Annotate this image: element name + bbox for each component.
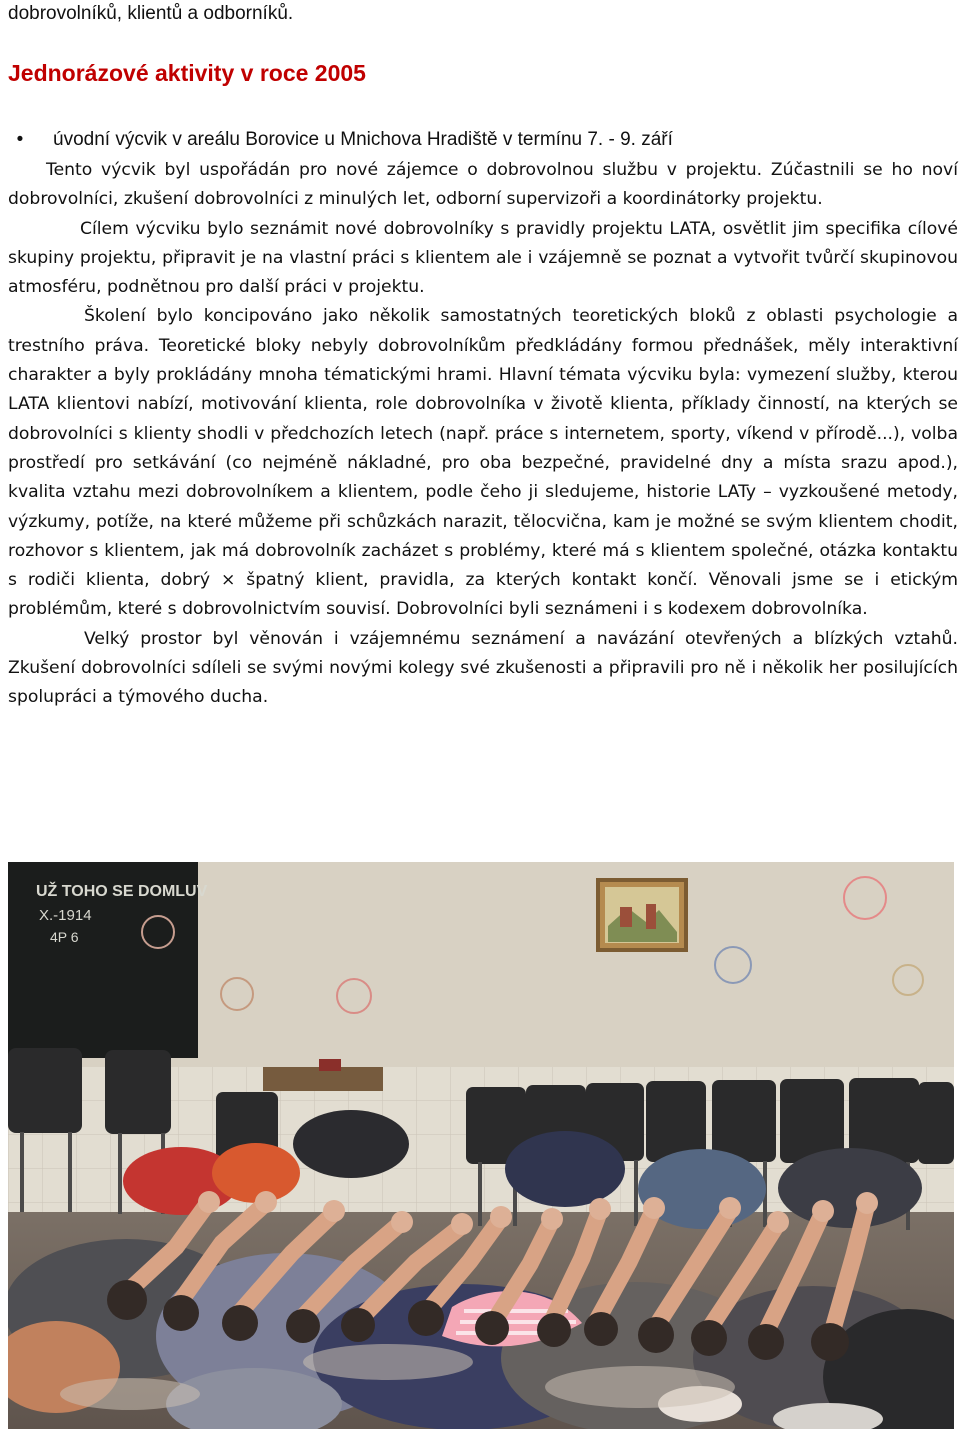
training-photo (8, 862, 954, 1429)
continued-text-line: dobrovolníků, klientů a odborníků. (8, 3, 294, 24)
paragraph-3-text-a: Školení bylo koncipováno jako několik samostatných teoretických bloků z oblasti psychologie a trestního práva. (8, 306, 958, 356)
chair-1 (8, 1048, 82, 1133)
paragraph-2-text: Cílem výcviku bylo seznámit nové dobrovolníky s pravidly projektu LATA, osvětlit jim specifika cílové skupiny projektu, připravit je na vlastní práci s klientem ale i vzájemně se poznat a vytvořit tvůrčí skupinovou atmosféru, podnětnou pro další práci v projektu. (8, 218, 958, 298)
blackboard-text-2: X.-1914 (39, 907, 92, 924)
bullet-icon: • (16, 129, 24, 150)
paragraph-3-text-b: Teoretické bloky nebyly dobrovolníkům předkládány formou přednášek, měly interaktivní charakter a byly prokládány mnoha tématickými hrami. Hlavní témata výcviku byla: vymezení služby, kterou LATA klientovi nabízí, motivování klienta, role dobrovolníka v životě klienta, příklady činností, na kterých se dobrovolníci s klienty shodli v předchozích letech (např. práce s internetem, sporty, víkend v přírodě...), volba prostředí pro setkávání (co nejméně nákladné, pro oba bezpečné, pravidelné dny a místa srazu apod.), kvalita vztahu mezi dobrovolníkem a klientem, podle čeho ji sledujeme, historie LATy – vyzkoušené metody, výzkumy, potíže, na které můžeme při schůzkách narazit, tělocvična, kam je možné se svým klientem chodit, rozhovor s klientem, jak má dobrovolník zacházet s problémy, které má s klientem společné, otázka kontaktu s rodiči klienta, dobrý × špatný klient, pravidla, za kterých kontakt končí. Věnovali jsme se i etickým problémům, které s dobrovolnictvím souvisí. Dobrovolníci byli seznámeni i s kodexem dobrovolníka. (8, 335, 958, 620)
paragraph-1 (8, 156, 958, 215)
chair-8 (712, 1080, 776, 1162)
chair-2 (105, 1050, 171, 1134)
bullet-item-text: úvodní výcvik v areálu Borovice u Mnichova Hradiště v termínu 7. - 9. září (53, 129, 673, 150)
paragraph-3 (8, 302, 958, 624)
paragraph-2 (8, 215, 958, 303)
shelf-bag (319, 1059, 341, 1071)
blackboard-text-1: UŽ TOHO SE DOMLUV (36, 883, 208, 900)
paragraph-4 (8, 625, 958, 713)
training-photo-image (8, 862, 954, 1429)
article-body (8, 156, 958, 713)
paragraph-1-text: Tento výcvik byl uspořádán pro nové zájemce o dobrovolnou službu v projektu. Zúčastnili se ho noví dobrovolníci, zkušení dobrovolníci z minulých let, odborní supervizoři a koordinátorky projektu. (8, 160, 958, 210)
section-heading: Jednorázové aktivity v roce 2005 (8, 60, 366, 86)
chair-11 (918, 1082, 954, 1164)
blackboard-text-3: 4P 6 (50, 929, 79, 945)
paragraph-4-text: Velký prostor byl věnován i vzájemnému seznámení a navázání otevřených a blízkých vztahů. Zkušení dobrovolníci sdíleli se svými novými kolegy své zkušenosti a připravili pro ně i několik her posilujících spolupráci a týmového ducha. (8, 628, 958, 708)
